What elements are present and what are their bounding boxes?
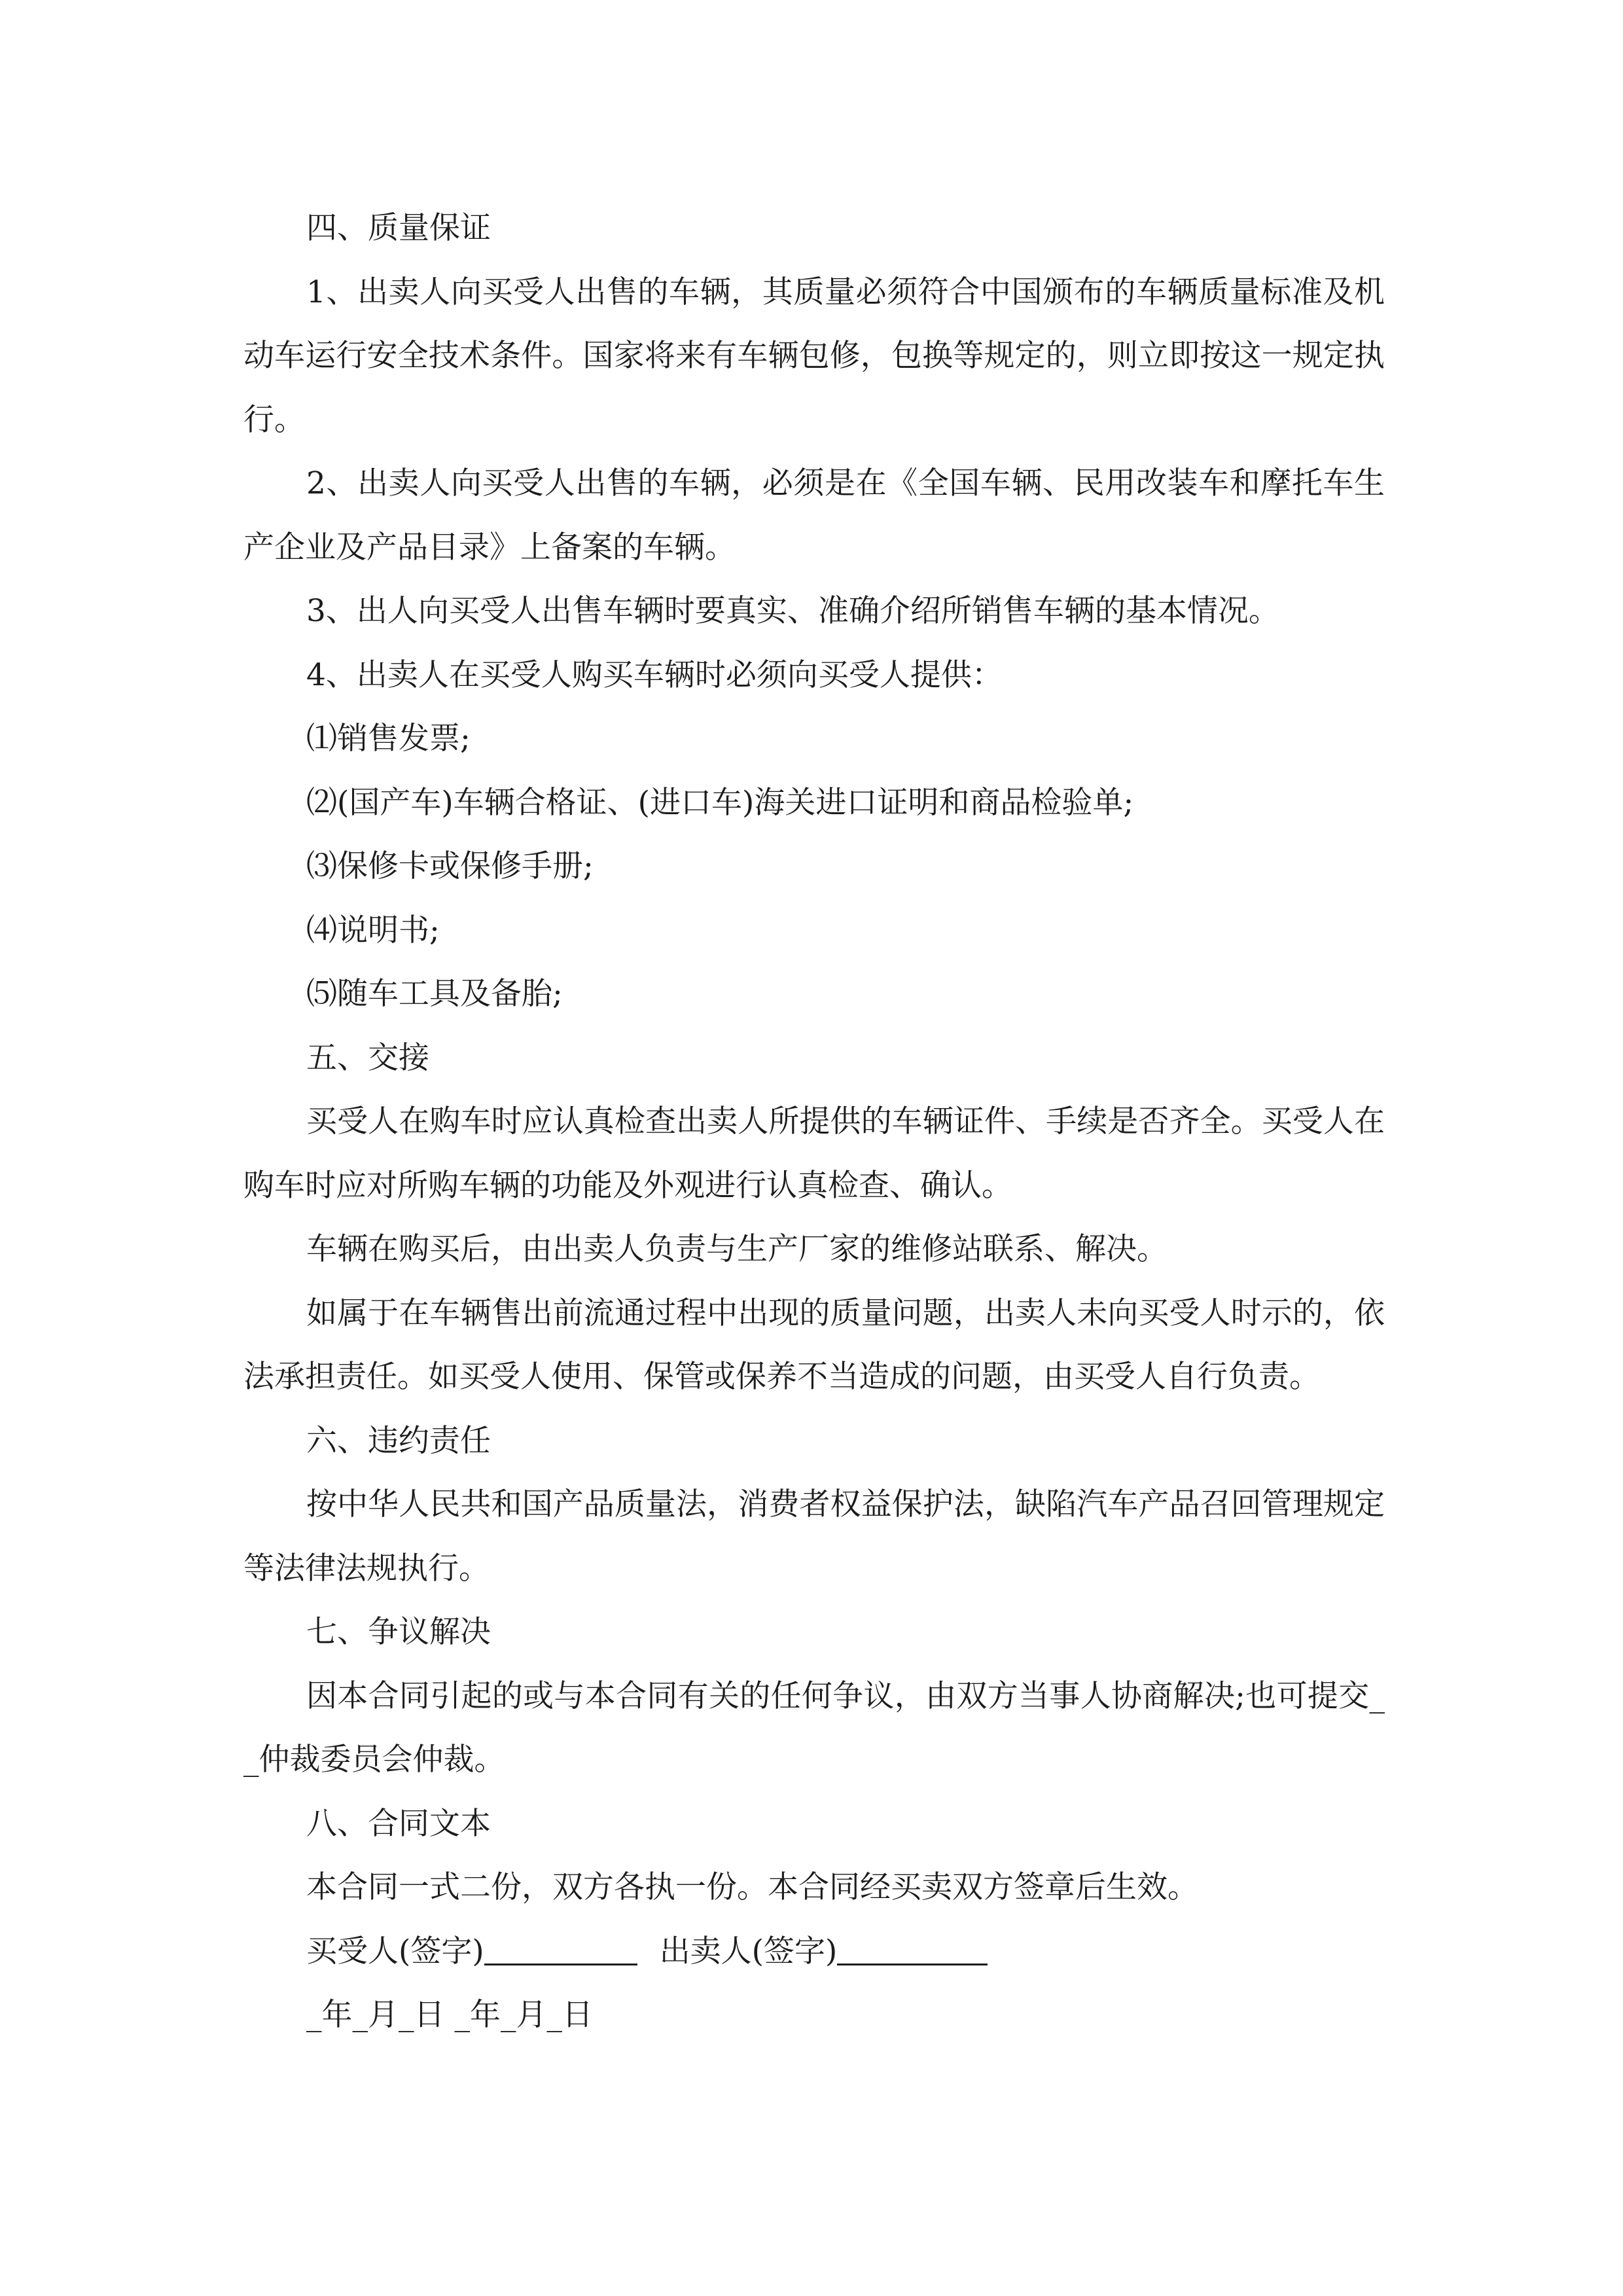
section-heading-liability: 六、违约责任 <box>306 1422 491 1459</box>
paragraph-quality-2: 2、出卖人向买受人出售的车辆，必须是在《全国车辆、民用改装车和摩托车生产企业及产品目录》上备案的车辆。 <box>243 465 1385 565</box>
list-item-manual: ⑷说明书; <box>306 912 440 948</box>
seller-signature-label: 出卖人(签字) <box>659 1933 838 1969</box>
date-row: _年_月_日 _年_月_日 <box>306 1997 593 2033</box>
buyer-signature-line <box>484 1963 637 1965</box>
document-body <box>243 196 1385 2047</box>
list-item-warranty: ⑶保修卡或保修手册; <box>306 848 594 884</box>
section-heading-quality: 四、质量保证 <box>306 210 491 246</box>
paragraph-contract-text: 本合同一式二份，双方各执一份。本合同经买卖双方签章后生效。 <box>306 1869 1198 1905</box>
paragraph-dispute: 因本合同引起的或与本合同有关的任何争议，由双方当事人协商解决;也可提交__仲裁委员会仲裁。 <box>243 1677 1385 1778</box>
list-item-certificate: ⑵(国产车)车辆合格证、(进口车)海关进口证明和商品检验单; <box>306 784 1134 821</box>
seller-signature-line <box>837 1963 988 1965</box>
paragraph-handover-2: 车辆在购买后，由出卖人负责与生产厂家的维修站联系、解决。 <box>306 1231 1168 1267</box>
signature-row <box>243 1920 1385 1984</box>
paragraph-quality-3: 3、出人向买受人出售车辆时要真实、准确介绍所销售车辆的基本情况。 <box>306 593 1279 629</box>
paragraph-quality-4: 4、出卖人在买受人购买车辆时必须向买受人提供： <box>306 656 1003 693</box>
paragraph-handover-1: 买受人在购车时应认真检查出卖人所提供的车辆证件、手续是否齐全。买受人在购车时应对所购车辆的功能及外观进行认真检查、确认。 <box>243 1103 1385 1204</box>
paragraph-handover-3: 如属于在车辆售出前流通过程中出现的质量问题，出卖人未向买受人时示的，依法承担责任。如买受人使用、保管或保养不当造成的问题，由买受人自行负责。 <box>243 1295 1385 1395</box>
section-heading-contract-text: 八、合同文本 <box>306 1805 491 1842</box>
list-item-invoice: ⑴销售发票; <box>306 721 471 757</box>
buyer-signature-label: 买受人(签字) <box>306 1933 484 1969</box>
paragraph-liability: 按中华人民共和国产品质量法，消费者权益保护法，缺陷汽车产品召回管理规定等法律法规执行。 <box>243 1486 1385 1587</box>
section-heading-handover: 五、交接 <box>306 1039 429 1076</box>
list-item-tools: ⑸随车工具及备胎; <box>306 976 563 1012</box>
section-heading-dispute: 七、争议解决 <box>306 1614 491 1650</box>
paragraph-quality-1: 1、出卖人向买受人出售的车辆，其质量必须符合中国颁布的车辆质量标准及机动车运行安全技术条件。国家将来有车辆包修，包换等规定的，则立即按这一规定执行。 <box>243 274 1385 438</box>
